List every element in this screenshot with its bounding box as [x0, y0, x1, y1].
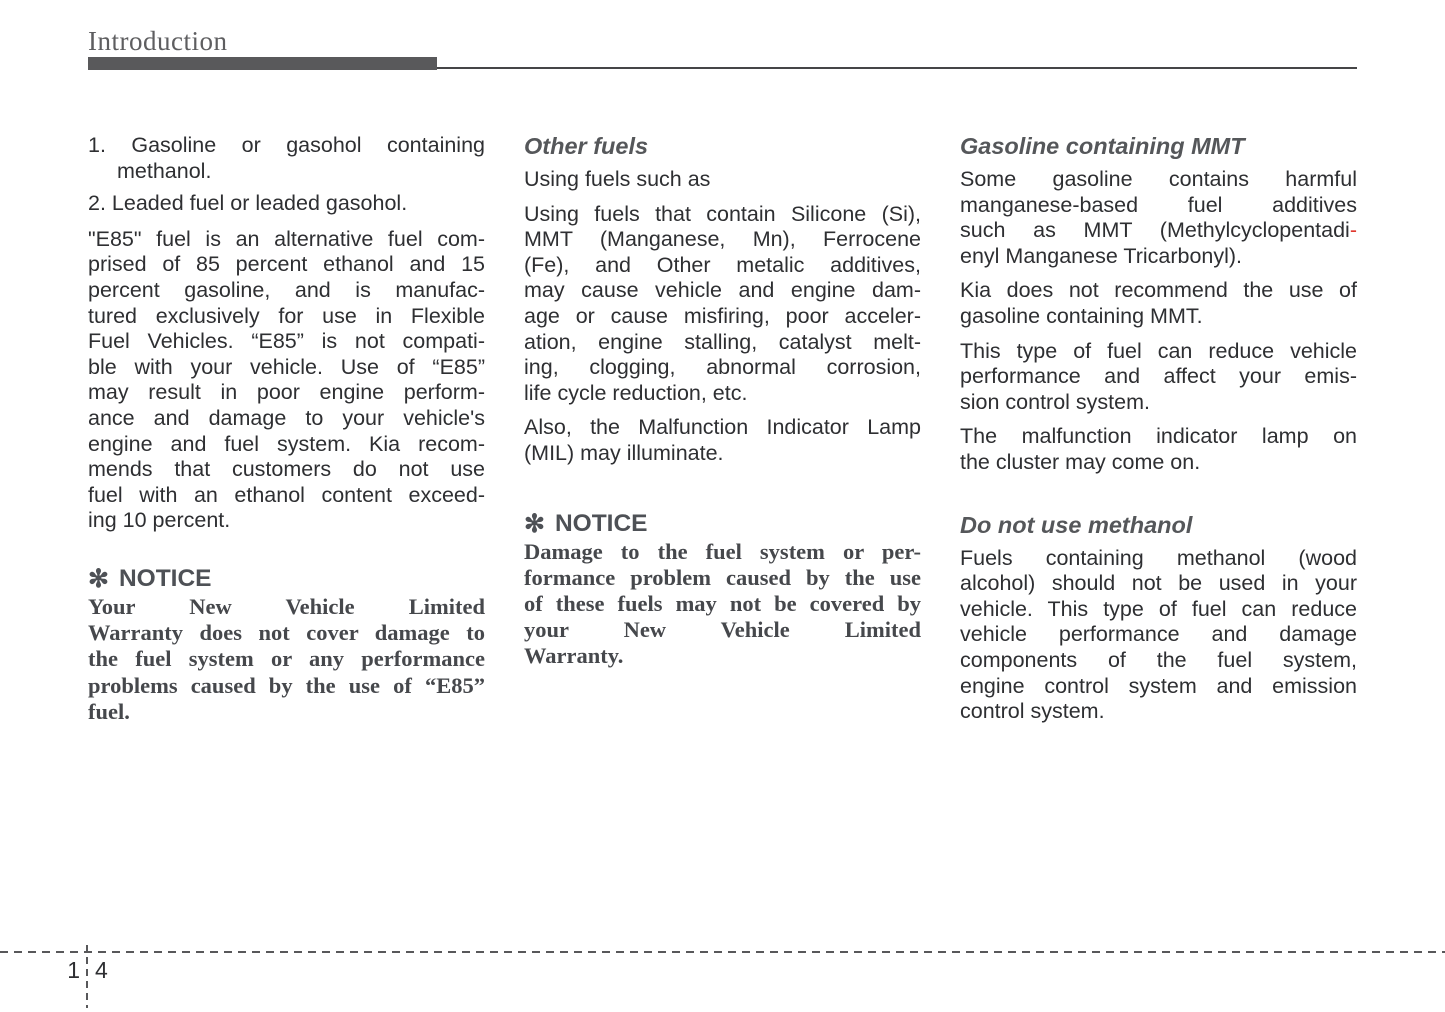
- body-paragraph: [524, 167, 921, 193]
- text-line: the cluster may come on.: [960, 449, 1201, 474]
- body-paragraph: [960, 167, 1357, 269]
- body-paragraph: [524, 202, 921, 407]
- text-line: 1. Gasoline or gasohol containing: [88, 133, 485, 157]
- section-heading-other-fuels: Other fuels: [524, 133, 649, 159]
- text-line: engine and fuel system. Kia recom-: [88, 431, 485, 456]
- notice-body: [524, 539, 921, 670]
- body-paragraph: [960, 424, 1357, 475]
- text-line: mends that customers do not use: [88, 457, 485, 482]
- body-paragraph: [960, 278, 1357, 329]
- text-line: age or cause misfiring, poor acceler-: [524, 303, 921, 328]
- section-heading-gasoline-mmt: Gasoline containing MMT: [960, 133, 1245, 159]
- text-line: Warranty does not cover damage to: [88, 620, 485, 646]
- text-line: The malfunction indicator lamp on: [960, 424, 1357, 449]
- text-line: (Fe), and Other metalic additives,: [524, 252, 921, 277]
- text-line: Some gasoline contains harmful: [960, 167, 1357, 191]
- footer-vertical-divider: [86, 945, 88, 1008]
- text-line: alcohol) should not be used in your: [960, 571, 1357, 596]
- text-line: This type of fuel can reduce vehicle: [960, 338, 1357, 363]
- body-paragraph: [960, 546, 1357, 725]
- footer-page-number: 4: [95, 957, 108, 983]
- notice-heading: [524, 509, 921, 539]
- page-title: Introduction: [88, 26, 228, 56]
- numbered-item: [88, 133, 485, 184]
- text-line: fuel.: [88, 698, 130, 724]
- text-line: prised of 85 percent ethanol and 15: [88, 252, 485, 277]
- title-underline-bar: [88, 57, 437, 70]
- text-line: Warranty.: [524, 643, 624, 669]
- text-line: ble with your vehicle. Use of “E85”: [88, 354, 485, 379]
- text-line: "E85" fuel is an alternative fuel com-: [88, 226, 485, 251]
- notice-block: [524, 509, 921, 670]
- text-line: life cycle reduction, etc.: [524, 380, 748, 405]
- column-1: [88, 133, 485, 725]
- text-line: control system.: [960, 699, 1105, 724]
- text-line: engine control system and emission: [960, 673, 1357, 698]
- text-line: ing, clogging, abnormal corrosion,: [524, 355, 921, 380]
- notice-title: NOTICE: [118, 564, 212, 592]
- text-line: MMT (Manganese, Mn), Ferrocene: [524, 227, 921, 252]
- text-line: problems caused by the use of “E85”: [88, 672, 485, 698]
- text-line: vehicle performance and damage: [960, 622, 1357, 647]
- text-line: Damage to the fuel system or per-: [524, 538, 921, 564]
- text-line: the fuel system or any performance: [88, 646, 485, 672]
- notice-body: [88, 594, 485, 725]
- text-line: performance and affect your emis-: [960, 364, 1357, 389]
- text-line: manganese-based fuel additives: [960, 192, 1357, 217]
- text-line: Fuels containing methanol (wood: [960, 545, 1357, 570]
- text-line: enyl Manganese Tricarbonyl).: [960, 243, 1243, 268]
- text-line: tured exclusively for use in Flexible: [88, 303, 485, 328]
- text-line: fuel with an ethanol content exceed-: [88, 482, 485, 507]
- text-line: your New Vehicle Limited: [524, 617, 921, 643]
- text-line: ance and damage to your vehicle's: [88, 405, 485, 430]
- notice-block: [88, 564, 485, 725]
- text-line: may result in poor engine perform-: [88, 380, 485, 405]
- text-line: [960, 218, 1357, 244]
- text-line: vehicle. This type of fuel can reduce: [960, 596, 1357, 621]
- asterisk-icon: ✻: [524, 509, 545, 538]
- text-line: gasoline containing MMT.: [960, 303, 1203, 328]
- text-line: Your New Vehicle Limited: [88, 593, 485, 619]
- title-underline-rule: [437, 67, 1357, 69]
- notice-heading: [88, 564, 485, 594]
- text-line: methanol.: [117, 158, 212, 183]
- text-line: Fuel Vehicles. “E85” is not compati-: [88, 329, 485, 354]
- asterisk-icon: ✻: [88, 564, 109, 593]
- body-paragraph: [960, 339, 1357, 416]
- text-line: Using fuels such as: [524, 167, 711, 191]
- text-line: ing 10 percent.: [88, 508, 231, 533]
- text-line: Also, the Malfunction Indicator Lamp: [524, 415, 921, 440]
- section-heading-no-methanol: Do not use methanol: [960, 511, 1193, 538]
- text-line: 2. Leaded fuel or leaded gasohol.: [88, 191, 408, 216]
- column-3: [960, 133, 1357, 725]
- footer-chapter-number: 1: [67, 957, 80, 983]
- text-line: percent gasoline, and is manufac-: [88, 277, 485, 302]
- text-line: may cause vehicle and engine dam-: [524, 278, 921, 303]
- text-line: components of the fuel system,: [960, 647, 1357, 672]
- text-line: (MIL) may illuminate.: [524, 440, 724, 465]
- text-line: formance problem caused by the use: [524, 564, 921, 590]
- notice-title: NOTICE: [554, 509, 648, 537]
- text-line: Using fuels that contain Silicone (Si),: [524, 201, 921, 226]
- content-columns: [88, 133, 1357, 725]
- text-line: of these fuels may not be covered by: [524, 590, 921, 616]
- column-2: [524, 133, 921, 725]
- body-paragraph: [524, 415, 921, 466]
- footer-divider: [0, 951, 1445, 953]
- text-line: Kia does not recommend the use of: [960, 278, 1357, 303]
- numbered-item: [88, 191, 485, 217]
- highlighted-text: -: [1349, 218, 1357, 243]
- text-line: sion control system.: [960, 389, 1150, 414]
- text-segment: such as MMT (Methylcyclopentadi: [960, 218, 1350, 243]
- text-line: ation, engine stalling, catalyst melt-: [524, 329, 921, 354]
- body-paragraph: [88, 227, 485, 534]
